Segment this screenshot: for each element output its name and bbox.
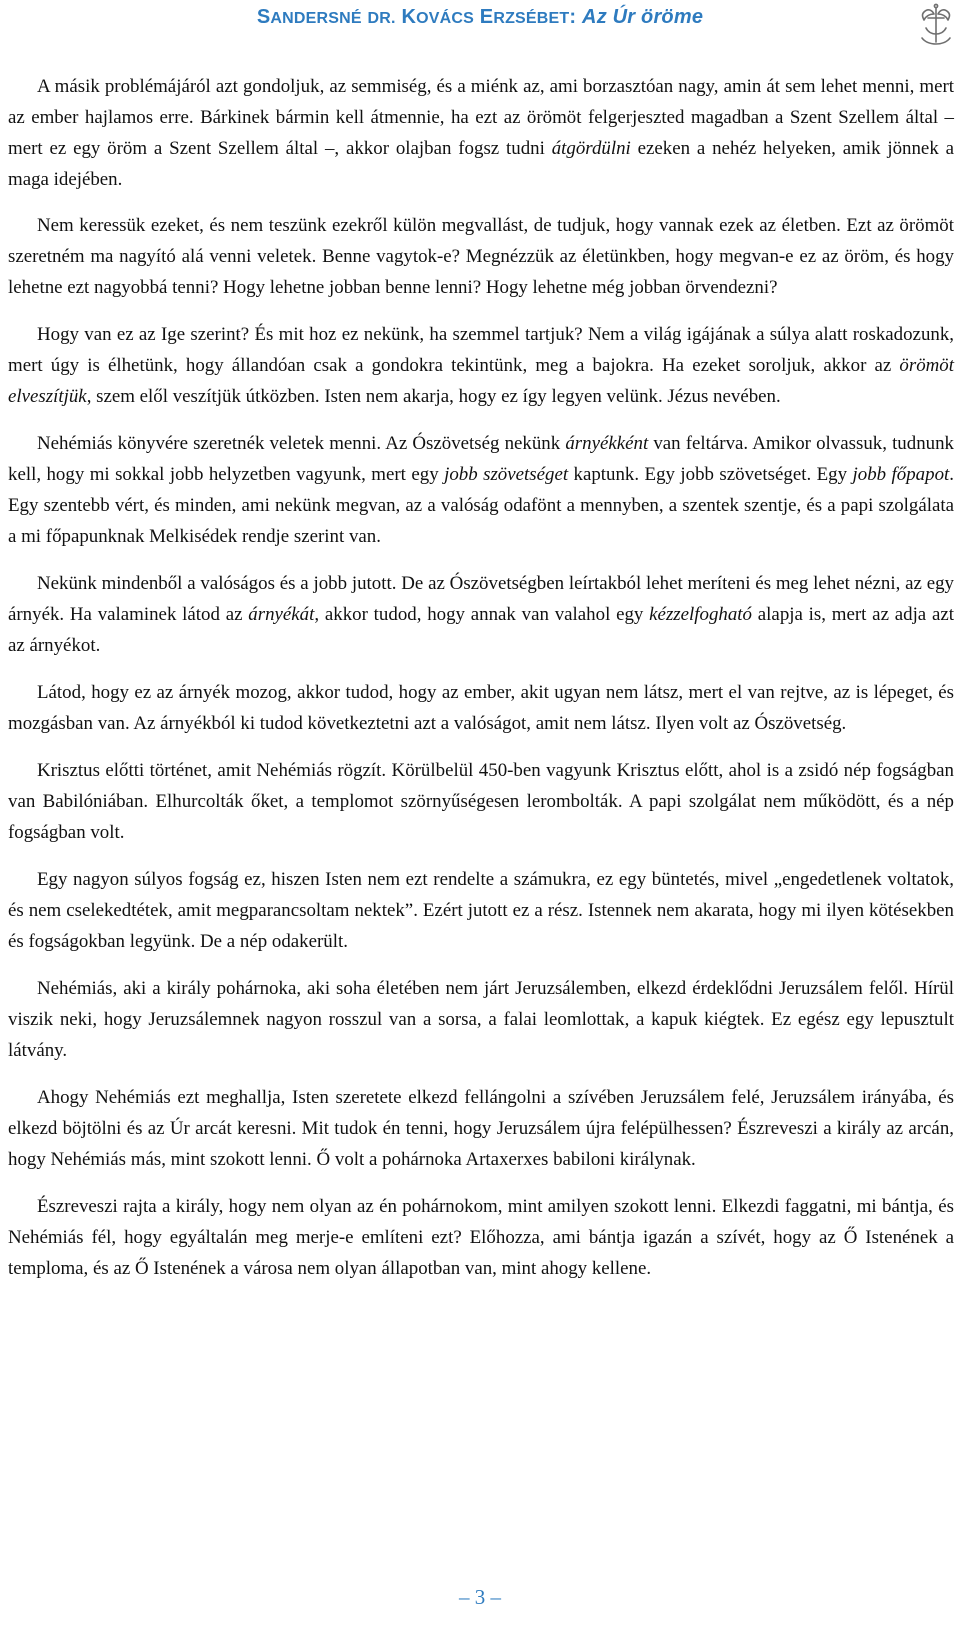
- page-number: – 3 –: [459, 1585, 501, 1609]
- author-title: DR.: [367, 10, 396, 27]
- body-paragraph: [8, 864, 954, 957]
- emphasis-text: jobb főpapot: [852, 464, 950, 485]
- paragraph-text: alapja is, mert az adja azt az árnyékot.: [8, 604, 954, 656]
- author-last-cap: K: [401, 6, 417, 28]
- paragraph-text: Nem keressük ezeket, és nem teszünk ezekről külön megvallást, de tudjuk, hogy vannak ezek az életben. Ezt az örömöt szeretném ma nagyító alá venni veletek. Benne vagytok-e? Megnézzük az életünkben, hogy megvan-e ez az öröm, és hogy lehetne ezt nagyobbá tenni? Hogy lehetne jobban benne lenni? Hogy lehetne még jobban örvendezni?: [8, 215, 954, 298]
- title-separator: :: [569, 6, 577, 28]
- paragraph-text: , akkor tudod, hogy annak van valahol egy: [314, 604, 650, 625]
- body-paragraph: [8, 755, 954, 848]
- emphasis-text: árnyékát: [248, 604, 315, 625]
- emphasis-text: átgördülni: [551, 138, 631, 159]
- body-paragraph: [8, 677, 954, 739]
- author-given-cap: E: [479, 6, 494, 28]
- paragraph-text: A másik problémájáról azt gondoljuk, az semmiség, és a miénk az, ami borzasztóan nagy, amin át sem lehet menni, mert az ember hajlamos erre. Bárkinek bármin kell átmennie, ha ezt az örömöt felgerjeszted magadban a Szent Szellem által – mert ez egy öröm a Szent Szellem által –, akkor olajban fogsz tudni: [8, 76, 954, 159]
- page-header: [0, 0, 960, 40]
- paragraph-text: Hogy van ez az Ige szerint? És mit hoz ez nekünk, ha szemmel tartjuk? Nem a világ igájának a súlya alatt roskadozunk, mert úgy is élhetünk, hogy állandóan csak a gondokra tekintünk, meg a bajokra. Ha ezeket soroljuk, akkor az: [8, 324, 954, 376]
- body-paragraph: [8, 1191, 954, 1284]
- paragraph-text: van feltárva. Amikor olvassuk, tudnunk kell, hogy mi sokkal jobb helyzetben vagyunk, mert egy: [8, 433, 954, 485]
- paragraph-text: Egy nagyon súlyos fogság ez, hiszen Isten nem ezt rendelte a számukra, ez egy büntetés, mivel „engedetlenek voltatok, és nem cselekedtétek, amit megparancsoltam nektek”. Ezért jutott ez a rész. Istennek nem akarata, hogy mi ilyen kötésekben és fogságokban legyünk. De a nép odakerült.: [8, 869, 954, 952]
- paragraph-text: Nekünk mindenből a valóságos és a jobb jutott. De az Ószövetségben leírtakból lehet meríteni és meg lehet nézni, az egy árnyék. Ha valaminek látod az: [8, 573, 954, 625]
- body-paragraph: [8, 210, 954, 303]
- emphasis-text: kézzelfogható: [649, 604, 753, 625]
- body-paragraph: [8, 428, 954, 552]
- emphasis-text: jobb szövetséget: [444, 464, 569, 485]
- dove-cross-emblem-icon: [916, 2, 956, 48]
- emphasis-text: örömöt elveszítjük: [8, 355, 954, 407]
- paragraph-text: Krisztus előtti történet, amit Nehémiás rögzít. Körülbelül 450-ben vagyunk Krisztus előtt, ahol is a zsidó nép fogságban van Babilóniában. Elhurcolták őket, a templomot szörnyűségesen lerombolták. A papi szolgálat nem működött, és a nép fogságban volt.: [8, 760, 954, 843]
- author-first-rest: ANDERSNÉ: [270, 10, 362, 27]
- paragraph-text: Nehémiás, aki a király pohárnoka, aki soha életében nem járt Jeruzsálemben, elkezd érdeklődni Jeruzsálem felől. Hírül viszik neki, hogy Jeruzsálemnek nagyon rosszul van a sorsa, a falai leomlottak, a kapuk kiégtek. Ez egész egy lepusztult látvány.: [8, 978, 954, 1061]
- emphasis-text: árnyékként: [565, 433, 649, 454]
- body-paragraph: [8, 568, 954, 661]
- body-paragraph: [8, 973, 954, 1066]
- paragraph-text: ezeken a nehéz helyeken, amik jönnek a maga idejében.: [8, 138, 954, 190]
- paragraph-text: kaptunk. Egy jobb szövetséget. Egy: [568, 464, 853, 485]
- author-last-rest: OVÁCS: [416, 10, 475, 27]
- paragraph-text: Észreveszi rajta a király, hogy nem olyan az én pohárnokom, mint amilyen szokott lenni. Elkezdi faggatni, mi bántja, és Nehémiás fél, hogy egyáltalán meg merje-e említeni ezt? Előhozza, ami bántja igazán a szívét, hogy az Ő Istenének a temploma, és az Ő Istenének a városa nem olyan állapotban van, mint ahogy kellene.: [8, 1196, 954, 1279]
- paragraph-text: . Egy szentebb vért, és minden, ami nekünk megvan, az a valóság odafönt a mennyben, a szentek szentje, és a papi szolgálata a mi főpapunknak Melkisédek rendje szerint van.: [8, 464, 954, 547]
- paragraph-text: , szem elől veszítjük útközben. Isten nem akarja, hogy ez így legyen velünk. Jézus nevében.: [86, 386, 781, 407]
- body-paragraph: [8, 71, 954, 195]
- paragraph-text: Ahogy Nehémiás ezt meghallja, Isten szeretete elkezd fellángolni a szívében Jeruzsálem felé, Jeruzsálem irányába, és elkezd böjtölni és az Úr arcát keresni. Mit tudok én tenni, hogy Jeruzsálem újra felépülhessen? Észreveszi a király az arcán, hogy Nehémiás más, mint szokott lenni. Ő volt a pohárnoka Artaxerxes babiloni királynak.: [8, 1087, 954, 1170]
- body-paragraph: [8, 1082, 954, 1175]
- body-paragraph: [8, 319, 954, 412]
- author-given-rest: RZSÉBET: [493, 10, 570, 27]
- document-body: [8, 71, 954, 1300]
- paragraph-text: Látod, hogy ez az árnyék mozog, akkor tudod, hogy az ember, akit ugyan nem látsz, mert el van rejtve, az is lépeget, és mozgásban van. Az árnyékból ki tudod következtetni azt a valóságot, amit nem látsz. Ilyen volt az Ószövetség.: [8, 682, 954, 734]
- book-title: Az Úr öröme: [582, 6, 704, 28]
- running-title: [0, 6, 960, 29]
- author-first-cap: S: [256, 6, 271, 28]
- paragraph-text: Nehémiás könyvére szeretnék veletek menni. Az Ószövetség nekünk: [37, 433, 566, 454]
